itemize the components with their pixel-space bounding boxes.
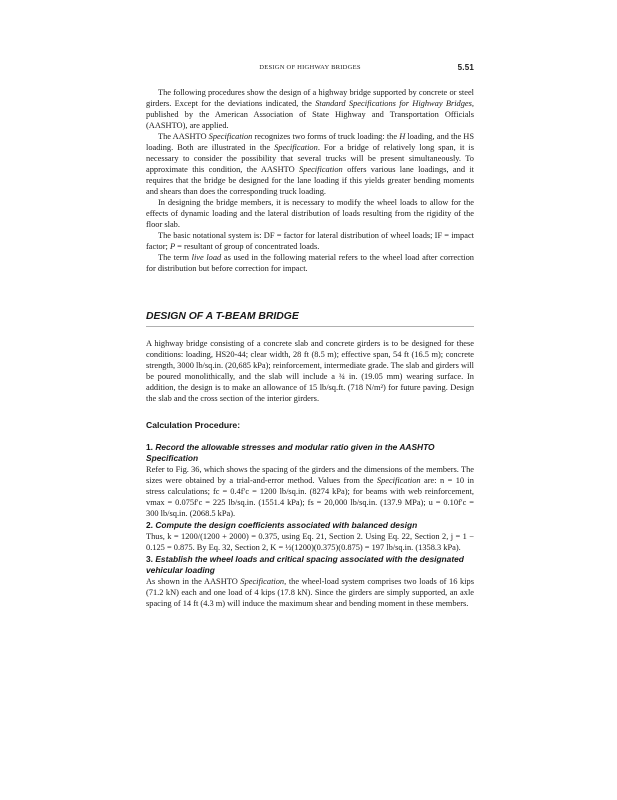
italic-text: Specification — [240, 577, 285, 586]
text: The term — [158, 253, 192, 262]
step-3-heading — [146, 554, 474, 576]
italic-text: live load — [191, 253, 222, 262]
text: The AASHTO — [158, 132, 209, 141]
text: , the wheel-load system comprises two loads of 16 kips (71.2 kN) each and one load of 4 kips (17.8 kN). Since the girders are simply supported, an axle spacing of 14 ft (4.3 m) will induce the maximum shear and bending moment in these members. — [146, 577, 474, 608]
step-number: 1. — [146, 442, 153, 452]
text: offers various lane loadings, and it requires that the bridge be designed for the lane loading if this yields greater bending moments and shears than does the corresponding truck loading. — [146, 165, 474, 196]
text: as used in the following material refers to the wheel load after correction for distribution but before correction for impact. — [146, 253, 474, 273]
text: = resultant of group of concentrated loads. — [175, 242, 320, 251]
italic-text: Specification — [299, 165, 343, 174]
step-title: Record the allowable stresses and modular ratio given in the AASHTO Specification — [146, 442, 435, 463]
step-number: 2. — [146, 520, 153, 530]
intro-paragraph-2 — [146, 131, 474, 197]
step-2-body: Thus, k = 1200/(1200 + 2000) = 0.375, using Eq. 21, Section 2. Using Eq. 22, Section 2, j = 1 − 0.125 = 0.875. By Eq. 32, Section 2, K = ½(1200)(0.375)(0.875) = 197 lb/sq.in. (1358.3 kPa). — [146, 532, 474, 552]
italic-text: H — [399, 132, 406, 141]
text: published by the American Association of State Highway and Transportation Officials (AASHTO), are applied. — [146, 110, 474, 130]
text: . For a bridge of relatively long span, it is necessary to consider the possibility that several trucks will be present simultaneously. To approximate this condition, the AASHTO — [146, 143, 474, 174]
text: The following procedures show the design of a highway bridge supported by concrete or steel girders. Except for the deviations indicated, the — [146, 88, 474, 108]
step-number: 3. — [146, 554, 153, 564]
calculation-procedure-heading: Calculation Procedure: — [146, 420, 241, 430]
intro-paragraph-1 — [146, 87, 474, 131]
italic-text: Standard Specifications for Highway Bridges, — [315, 99, 475, 108]
running-title: DESIGN OF HIGHWAY BRIDGES — [259, 64, 361, 71]
text: loading, and the HS loading. Both are illustrated in the — [146, 132, 475, 152]
text: Refer to Fig. 36, which shows the spacing of the girders and the dimensions of the members. The sizes were obtained by a trial-and-error method. Values from the — [146, 465, 474, 485]
problem-statement: A highway bridge consisting of a concrete slab and concrete girders is to be designed for these conditions: loading, HS20-44; clear width, 28 ft (8.5 m); effective span, 54 ft (16.5 m); concrete strength, 3000 lb/sq.in. (20,685 kPa); reinforcement, intermediate grade. The slab and girders will be poured monolithically, and the slab will include a ¾ in. (19.05 mm) wearing surface. In addition, the design is to make an allowance of 15 lb/sq.ft. (718 N/m²) for future paving. Design the slab and the cross section of the interior girders. — [146, 339, 474, 403]
running-header — [146, 62, 474, 73]
text: As shown in the AASHTO — [146, 577, 241, 586]
step-title: Compute the design coefficients associated with balanced design — [155, 520, 418, 530]
italic-text: Specification — [208, 132, 253, 141]
step-1-heading — [146, 442, 474, 464]
step-1-body — [146, 464, 474, 519]
section-heading: DESIGN OF A T-BEAM BRIDGE — [146, 311, 474, 327]
italic-text: Specification — [274, 143, 318, 152]
step-title: Establish the wheel loads and critical spacing associated with the designated vehicular loading — [146, 554, 464, 575]
text: are: n = 10 in stress calculations; fc = 0.4f′c = 1200 lb/sq.in. (8274 kPa); for beams with web reinforcement, vmax = 0.075f′c = 225 lb/sq.in. (1551.4 kPa); fs = 20,000 lb/sq.in. (137.9 MPa); u = 0.10f′c = 300 lb/sq.in. (2068.5 kPa). — [146, 476, 474, 518]
italic-text: Specification — [376, 476, 421, 485]
intro-paragraph-4 — [146, 230, 474, 252]
italic-text: P — [169, 242, 176, 251]
page-number: 5.51 — [457, 63, 474, 72]
text: recognizes two forms of truck loading: the — [252, 132, 400, 141]
intro-paragraph-3: In designing the bridge members, it is necessary to modify the wheel loads to allow for the effects of dynamic loading and the lateral distribution of loads resulting from the rigidity of the floor slab. — [146, 198, 474, 229]
document-page — [146, 62, 474, 609]
intro-paragraph-5 — [146, 252, 474, 274]
step-2-heading — [146, 520, 474, 531]
step-3-body — [146, 576, 474, 609]
text: The basic notational system is: DF = factor for lateral distribution of wheel loads; IF = impact factor; — [146, 231, 474, 251]
